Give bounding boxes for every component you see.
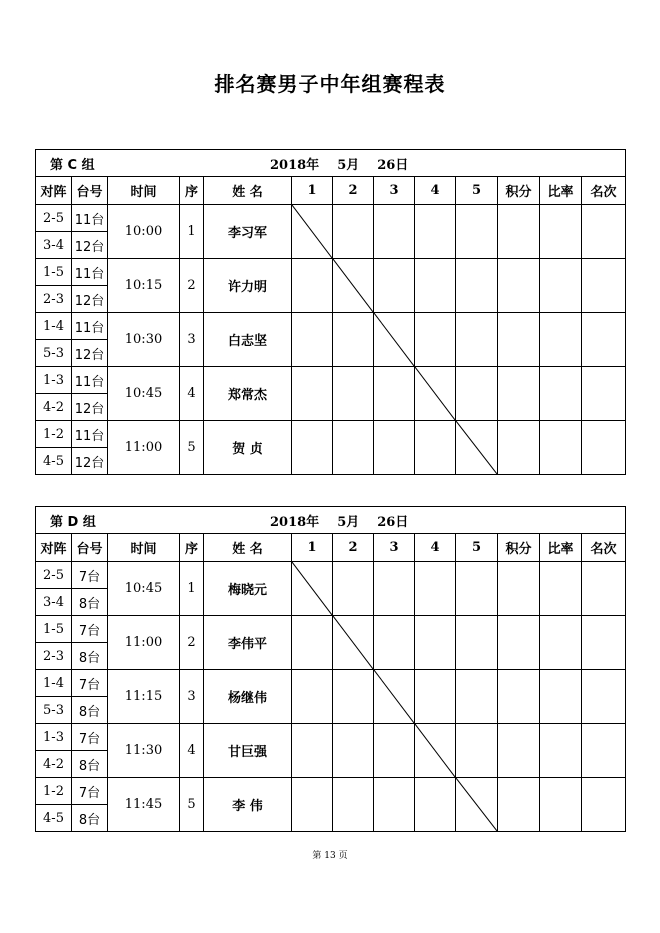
result-cell	[292, 313, 333, 367]
player-seq: 4	[180, 367, 204, 421]
table-number: 8台	[72, 697, 108, 724]
rank-cell	[582, 421, 626, 475]
match-pair: 1-5	[36, 616, 72, 643]
match-time: 11:00	[108, 421, 180, 475]
table-number: 8台	[72, 643, 108, 670]
player-seq: 2	[180, 616, 204, 670]
result-cell	[456, 205, 498, 259]
group-header	[36, 150, 626, 177]
col-opp-2-header: 2	[333, 534, 374, 562]
table-number: 11台	[72, 421, 108, 448]
table-row	[36, 421, 626, 448]
player-seq: 2	[180, 259, 204, 313]
col-points-header: 积分	[498, 534, 540, 562]
match-pair: 2-5	[36, 205, 72, 232]
date-month: 5月	[337, 157, 360, 173]
result-cell	[292, 778, 333, 832]
col-opp-5-header: 5	[456, 177, 498, 205]
col-opp-4-header: 4	[415, 534, 456, 562]
points-cell	[498, 367, 540, 421]
date-day: 26日	[377, 514, 409, 530]
self-match-cell	[456, 778, 498, 832]
table-number: 11台	[72, 205, 108, 232]
player-name: 郑常杰	[204, 367, 292, 421]
result-cell	[415, 205, 456, 259]
match-pair: 2-3	[36, 286, 72, 313]
match-pair: 3-4	[36, 232, 72, 259]
col-time-header: 时间	[108, 177, 180, 205]
table-row	[36, 562, 626, 589]
table-number: 11台	[72, 367, 108, 394]
col-opp-5-header: 5	[456, 534, 498, 562]
ratio-cell	[540, 778, 582, 832]
points-cell	[498, 205, 540, 259]
col-opp-2-header: 2	[333, 177, 374, 205]
table-number: 11台	[72, 313, 108, 340]
result-cell	[333, 313, 374, 367]
rank-cell	[582, 616, 626, 670]
table-number: 12台	[72, 448, 108, 475]
player-name: 贺 贞	[204, 421, 292, 475]
ratio-cell	[540, 313, 582, 367]
table-number: 8台	[72, 589, 108, 616]
match-pair: 3-4	[36, 589, 72, 616]
ratio-cell	[540, 670, 582, 724]
table-row	[36, 616, 626, 643]
result-cell	[374, 616, 415, 670]
page-number: 第 13 页	[312, 851, 348, 861]
self-match-cell	[292, 562, 333, 616]
col-opp-4-header: 4	[415, 177, 456, 205]
player-seq: 3	[180, 313, 204, 367]
result-cell	[333, 205, 374, 259]
ratio-cell	[540, 367, 582, 421]
player-seq: 5	[180, 778, 204, 832]
match-pair: 4-2	[36, 394, 72, 421]
diagonal-slash	[415, 724, 455, 777]
match-time: 10:45	[108, 367, 180, 421]
match-pair: 4-5	[36, 805, 72, 832]
result-cell	[456, 616, 498, 670]
self-match-cell	[333, 259, 374, 313]
match-pair: 5-3	[36, 697, 72, 724]
col-rank-header: 名次	[582, 177, 626, 205]
match-time: 11:00	[108, 616, 180, 670]
player-seq: 4	[180, 724, 204, 778]
result-cell	[415, 562, 456, 616]
table-number: 8台	[72, 805, 108, 832]
rank-cell	[582, 562, 626, 616]
player-name: 李 伟	[204, 778, 292, 832]
table-row	[36, 259, 626, 286]
table-number: 12台	[72, 286, 108, 313]
col-opp-1-header: 1	[292, 534, 333, 562]
result-cell	[333, 778, 374, 832]
ratio-cell	[540, 421, 582, 475]
rank-cell	[582, 778, 626, 832]
player-name: 梅晓元	[204, 562, 292, 616]
result-cell	[374, 421, 415, 475]
date-year: 2018年	[270, 157, 320, 173]
date-day: 26日	[377, 157, 409, 173]
self-match-cell	[415, 367, 456, 421]
match-time: 11:15	[108, 670, 180, 724]
rank-cell	[582, 724, 626, 778]
ratio-cell	[540, 616, 582, 670]
result-cell	[415, 313, 456, 367]
result-cell	[374, 367, 415, 421]
col-name-header: 姓 名	[204, 534, 292, 562]
result-cell	[292, 724, 333, 778]
col-seq-header: 序	[180, 534, 204, 562]
table-row	[36, 205, 626, 232]
match-pair: 1-4	[36, 670, 72, 697]
result-cell	[333, 724, 374, 778]
self-match-cell	[292, 205, 333, 259]
schedule-table	[35, 506, 626, 832]
group-label: 第 D 组	[50, 514, 96, 530]
player-seq: 3	[180, 670, 204, 724]
col-rank-header: 名次	[582, 534, 626, 562]
player-seq: 1	[180, 205, 204, 259]
table-number: 12台	[72, 340, 108, 367]
table-number: 7台	[72, 670, 108, 697]
points-cell	[498, 259, 540, 313]
rank-cell	[582, 670, 626, 724]
player-name: 白志坚	[204, 313, 292, 367]
ratio-cell	[540, 259, 582, 313]
ratio-cell	[540, 724, 582, 778]
diagonal-slash	[292, 205, 332, 258]
rank-cell	[582, 259, 626, 313]
table-number: 11台	[72, 259, 108, 286]
col-pair-header: 对阵	[36, 177, 72, 205]
match-date	[270, 511, 426, 530]
result-cell	[415, 670, 456, 724]
result-cell	[292, 367, 333, 421]
result-cell	[292, 616, 333, 670]
points-cell	[498, 562, 540, 616]
result-cell	[456, 724, 498, 778]
col-opp-3-header: 3	[374, 177, 415, 205]
col-ratio-header: 比率	[540, 177, 582, 205]
match-pair: 4-2	[36, 751, 72, 778]
match-pair: 1-4	[36, 313, 72, 340]
col-name-header: 姓 名	[204, 177, 292, 205]
diagonal-slash	[374, 670, 414, 723]
ratio-cell	[540, 562, 582, 616]
rank-cell	[582, 205, 626, 259]
self-match-cell	[374, 313, 415, 367]
diagonal-slash	[415, 367, 455, 420]
player-seq: 1	[180, 562, 204, 616]
points-cell	[498, 616, 540, 670]
result-cell	[374, 724, 415, 778]
result-cell	[374, 259, 415, 313]
match-pair: 1-5	[36, 259, 72, 286]
self-match-cell	[374, 670, 415, 724]
player-name: 许力明	[204, 259, 292, 313]
table-row	[36, 778, 626, 805]
result-cell	[456, 670, 498, 724]
match-time: 11:45	[108, 778, 180, 832]
ratio-cell	[540, 205, 582, 259]
match-pair: 1-3	[36, 367, 72, 394]
points-cell	[498, 670, 540, 724]
col-seq-header: 序	[180, 177, 204, 205]
player-name: 李习军	[204, 205, 292, 259]
match-time: 10:30	[108, 313, 180, 367]
match-pair: 2-5	[36, 562, 72, 589]
result-cell	[456, 259, 498, 313]
player-name: 李伟平	[204, 616, 292, 670]
date-month: 5月	[337, 514, 360, 530]
self-match-cell	[456, 421, 498, 475]
match-date	[270, 154, 426, 173]
table-row	[36, 670, 626, 697]
result-cell	[292, 421, 333, 475]
match-pair: 1-3	[36, 724, 72, 751]
result-cell	[333, 562, 374, 616]
player-name: 甘巨强	[204, 724, 292, 778]
table-row	[36, 724, 626, 751]
result-cell	[415, 421, 456, 475]
date-year: 2018年	[270, 514, 320, 530]
table-number: 7台	[72, 778, 108, 805]
group-header	[36, 507, 626, 534]
col-pair-header: 对阵	[36, 534, 72, 562]
page-title: 排名赛男子中年组赛程表	[214, 72, 446, 96]
table-row	[36, 367, 626, 394]
result-cell	[292, 670, 333, 724]
result-cell	[374, 562, 415, 616]
points-cell	[498, 778, 540, 832]
result-cell	[333, 367, 374, 421]
table-row	[36, 313, 626, 340]
col-points-header: 积分	[498, 177, 540, 205]
schedule-table	[35, 149, 626, 475]
table-number: 12台	[72, 232, 108, 259]
result-cell	[456, 367, 498, 421]
rank-cell	[582, 313, 626, 367]
diagonal-slash	[456, 421, 497, 474]
result-cell	[333, 670, 374, 724]
result-cell	[456, 313, 498, 367]
col-opp-3-header: 3	[374, 534, 415, 562]
table-number: 7台	[72, 616, 108, 643]
rank-cell	[582, 367, 626, 421]
table-number: 7台	[72, 724, 108, 751]
result-cell	[292, 259, 333, 313]
result-cell	[374, 778, 415, 832]
result-cell	[333, 421, 374, 475]
table-number: 12台	[72, 394, 108, 421]
match-time: 10:45	[108, 562, 180, 616]
result-cell	[415, 778, 456, 832]
diagonal-slash	[374, 313, 414, 366]
points-cell	[498, 421, 540, 475]
table-number: 8台	[72, 751, 108, 778]
group-d-schedule	[35, 506, 626, 832]
result-cell	[374, 205, 415, 259]
points-cell	[498, 724, 540, 778]
col-table-header: 台号	[72, 177, 108, 205]
match-pair: 5-3	[36, 340, 72, 367]
player-seq: 5	[180, 421, 204, 475]
col-ratio-header: 比率	[540, 534, 582, 562]
result-cell	[415, 259, 456, 313]
col-opp-1-header: 1	[292, 177, 333, 205]
player-name: 杨继伟	[204, 670, 292, 724]
table-number: 7台	[72, 562, 108, 589]
col-table-header: 台号	[72, 534, 108, 562]
match-time: 11:30	[108, 724, 180, 778]
result-cell	[415, 616, 456, 670]
match-pair: 1-2	[36, 778, 72, 805]
group-label: 第 C 组	[50, 157, 95, 173]
match-time: 10:15	[108, 259, 180, 313]
match-pair: 1-2	[36, 421, 72, 448]
diagonal-slash	[333, 616, 373, 669]
result-cell	[456, 562, 498, 616]
diagonal-slash	[456, 778, 497, 831]
points-cell	[498, 313, 540, 367]
match-time: 10:00	[108, 205, 180, 259]
group-c-schedule	[35, 149, 626, 475]
match-pair: 2-3	[36, 643, 72, 670]
diagonal-slash	[333, 259, 373, 312]
diagonal-slash	[292, 562, 332, 615]
col-time-header: 时间	[108, 534, 180, 562]
self-match-cell	[333, 616, 374, 670]
self-match-cell	[415, 724, 456, 778]
match-pair: 4-5	[36, 448, 72, 475]
